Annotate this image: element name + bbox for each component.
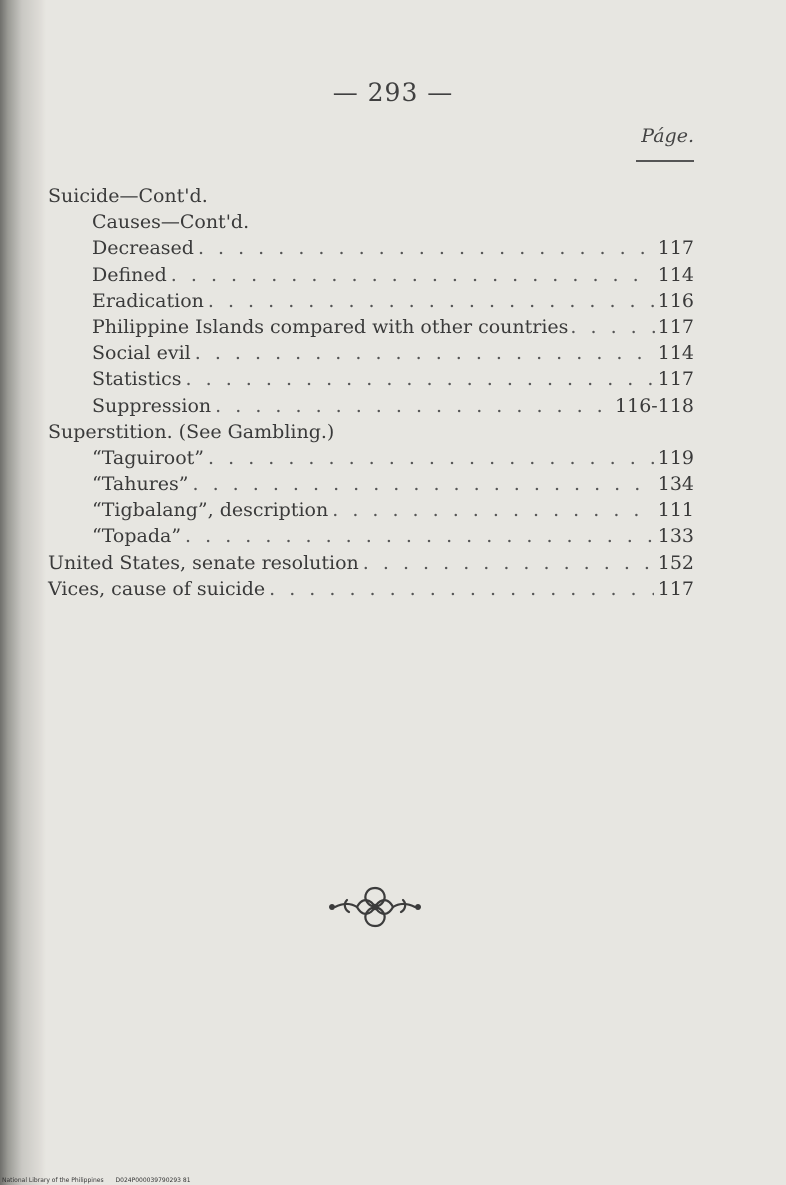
- entry-page: 116-118: [615, 394, 694, 417]
- leader-dots: [193, 473, 654, 495]
- entry-page: 116: [657, 289, 694, 312]
- index-entry: [48, 342, 694, 368]
- entry-page: 117: [657, 315, 694, 338]
- entry-label: “Tigbalang”, description: [92, 499, 329, 522]
- entry-label: Superstition. (See Gambling.): [48, 420, 335, 443]
- entry-page: 133: [657, 525, 694, 548]
- entry-label: Causes—Cont'd.: [92, 211, 250, 234]
- entry-page: 119: [657, 446, 694, 469]
- index-entry: [48, 290, 694, 316]
- entry-label: “Tahures”: [92, 473, 189, 496]
- leader-dots: [186, 368, 654, 390]
- index-entry: [48, 578, 694, 604]
- entry-page: 134: [657, 473, 694, 496]
- index-entry: [48, 473, 694, 499]
- entry-label: “Taguiroot”: [92, 446, 205, 469]
- index-entry: [48, 552, 694, 578]
- leader-dots: [363, 552, 654, 574]
- index-heading: [48, 185, 694, 211]
- library-credit: National Library of the Philippines: [2, 1177, 104, 1184]
- entry-page: 114: [657, 342, 694, 365]
- entry-label: Statistics: [92, 368, 182, 391]
- entry-label: Social evil: [92, 342, 191, 365]
- leader-dots: [171, 264, 654, 286]
- index-heading: [48, 421, 694, 447]
- index-list: [48, 185, 694, 604]
- leader-dots: [198, 237, 654, 259]
- entry-label: United States, senate resolution: [48, 551, 359, 574]
- entry-label: Suicide—Cont'd.: [48, 185, 208, 207]
- entry-label: Defined: [92, 263, 167, 286]
- index-entry: [48, 264, 694, 290]
- book-spine-shadow: [0, 0, 46, 1185]
- index-entry: [48, 499, 694, 525]
- index-entry: [48, 395, 694, 421]
- entry-label: “Topada”: [92, 525, 182, 548]
- entry-label: Vices, cause of suicide: [48, 577, 266, 600]
- scan-footer: [2, 1177, 201, 1184]
- entry-label: Philippine Islands compared with other countries: [92, 315, 569, 338]
- leader-dots: [208, 290, 654, 312]
- header-rule: [636, 160, 694, 162]
- entry-page: 111: [657, 499, 694, 522]
- page-number: — 293 —: [332, 78, 454, 107]
- scan-code: D024P000039790293 81: [115, 1177, 191, 1184]
- leader-dots: [195, 342, 654, 364]
- leader-dots: [215, 395, 611, 417]
- entry-page: 117: [657, 368, 694, 391]
- entry-page: 114: [657, 263, 694, 286]
- entry-page: 117: [657, 237, 694, 260]
- index-entry: [48, 316, 694, 342]
- leader-dots: [185, 525, 654, 547]
- index-subheading: [48, 211, 694, 237]
- leader-dots: [332, 499, 654, 521]
- leader-dots: [269, 578, 654, 600]
- entry-page: 117: [657, 577, 694, 600]
- entry-label: Suppression: [92, 394, 212, 417]
- page-column-header: Páge.: [641, 125, 694, 147]
- entry-label: Decreased: [92, 237, 194, 260]
- leader-dots: [208, 447, 654, 469]
- index-entry: [48, 447, 694, 473]
- leader-dots: [570, 316, 655, 338]
- entry-label: Eradication: [92, 289, 204, 312]
- index-entry: [48, 525, 694, 551]
- entry-page: 152: [657, 551, 694, 574]
- fleuron-ornament-icon: [327, 882, 423, 932]
- index-entry: [48, 237, 694, 263]
- index-entry: [48, 368, 694, 394]
